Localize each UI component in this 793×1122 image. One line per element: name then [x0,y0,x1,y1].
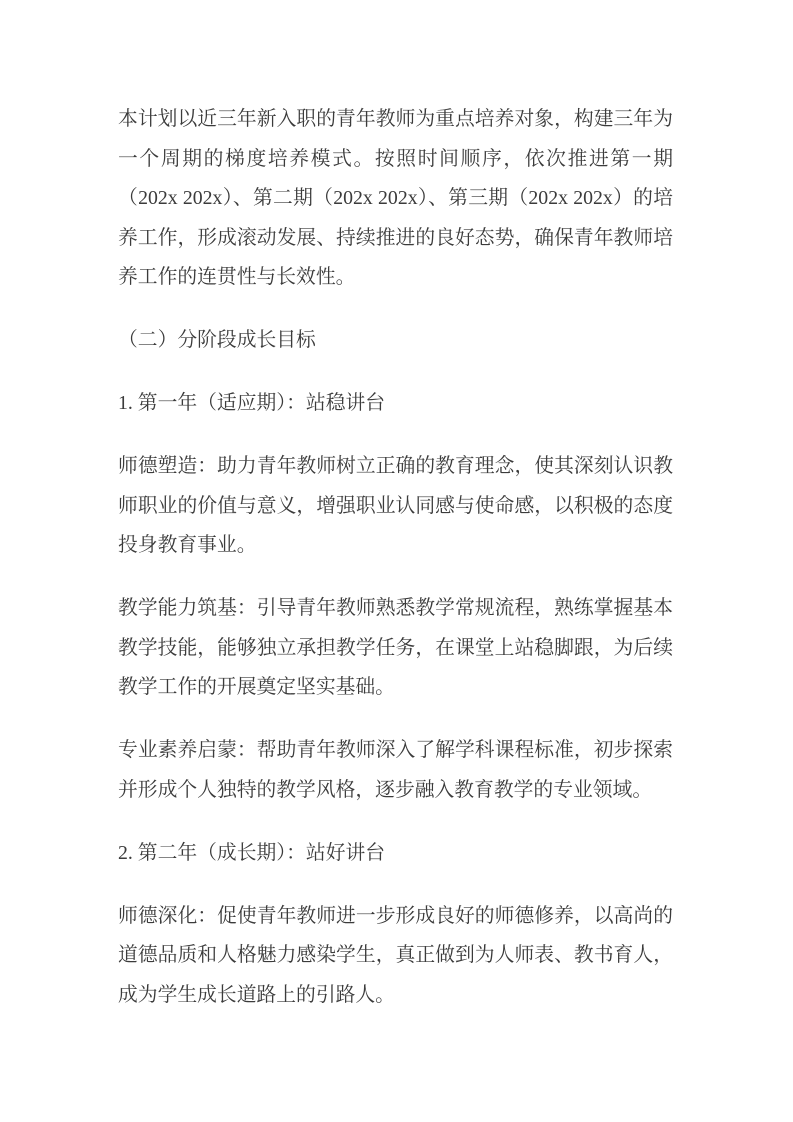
subsection-heading-year2-growth: 2. 第二年（成长期）：站好讲台 [118,841,386,864]
paragraph-year2-ethics-deepening: 师德深化：促使青年教师进一步形成良好的师德修养，以高尚的道德品质和人格魅力感染学生，真正做到为人师表、教书育人，成为学生成长道路上的引路人。 [118,904,673,1006]
paragraph-year1-teaching-foundation: 教学能力筑基：引导青年教师熟悉教学常规流程，熟练掌握基本教学技能，能够独立承担教学任务，在课堂上站稳脚跟，为后续教学工作的开展奠定坚实基础。 [118,597,673,698]
paragraph-year1-ethics-shaping: 师德塑造：助力青年教师树立正确的教育理念，使其深刻认识教师职业的价值与意义，增强职业认同感与使命感，以积极的态度投身教育事业。 [118,455,673,556]
section-heading-staged-growth-goals: （二）分阶段成长目标 [118,329,316,351]
subsection-heading-year1-adaptation: 1. 第一年（适应期）：站稳讲台 [118,392,386,414]
paragraph-training-cycle-overview: 本计划以近三年新入职的青年教师为重点培养对象，构建三年为一个周期的梯度培养模式。按照时间顺序，依次推进第一期（202x 202x）、第二期（202x 202x）、第三期（202x 202x）的培养工作，形成滚动发展、持续推进的良好态势，确保青年教师培养工作的连贯性与长效性。 [118,108,673,288]
paragraph-year1-professional-enlightenment: 专业素养启蒙：帮助青年教师深入了解学科课程标准，初步探索并形成个人独特的教学风格，逐步融入教育教学的专业领域。 [118,739,673,801]
